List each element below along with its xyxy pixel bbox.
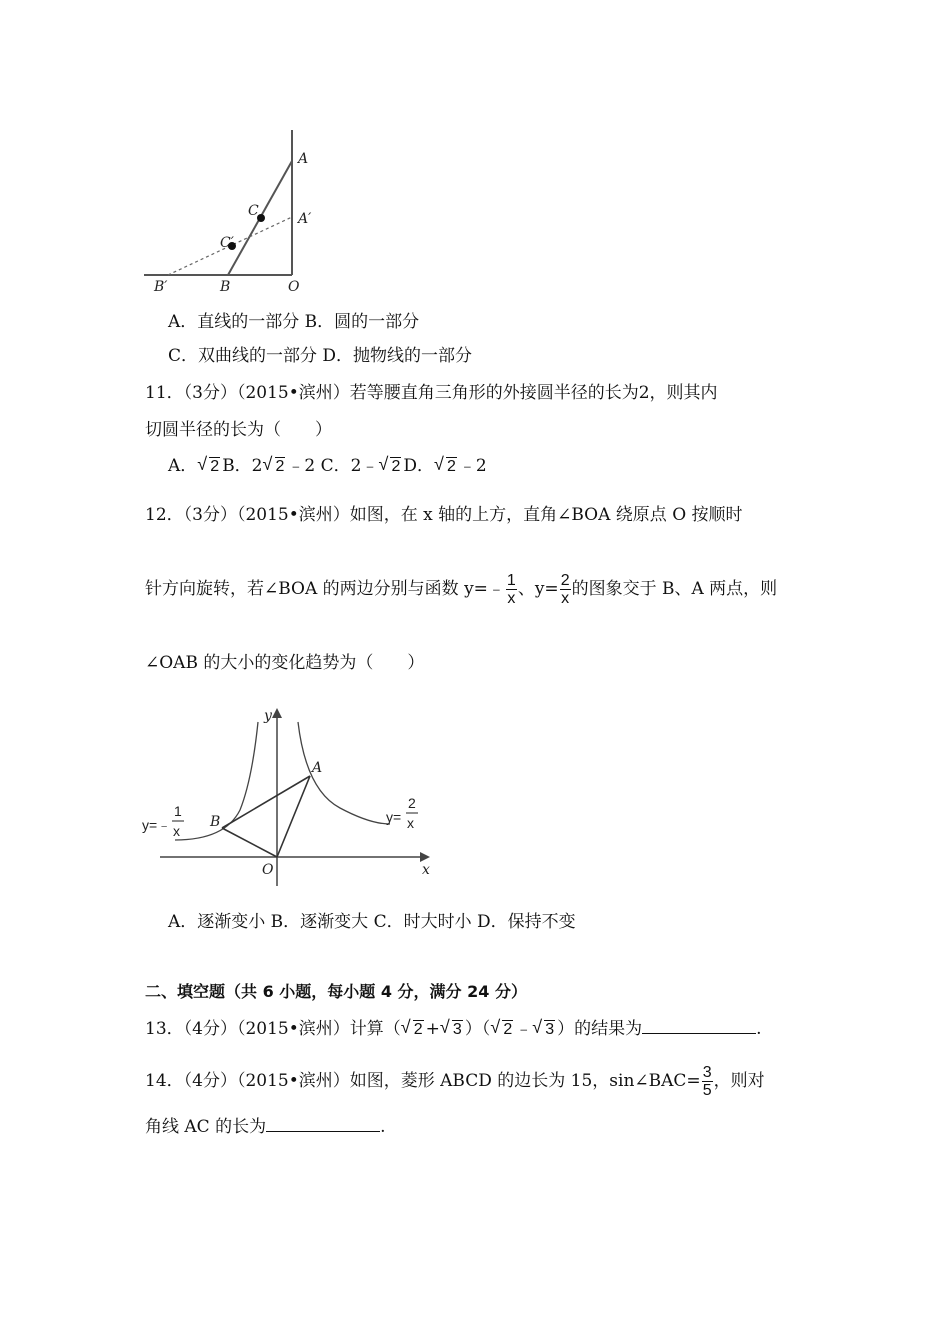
svg-text:2: 2 <box>408 795 416 811</box>
section-heading: 二、填空题（共 6 小题，每小题 4 分，满分 24 分） <box>145 982 527 1001</box>
sqrt-3: √ 3 <box>440 1018 463 1042</box>
q11-line2: 切圆半径的长为（ ） <box>145 420 332 440</box>
sqrt-3: √ 3 <box>532 1018 555 1042</box>
sqrt-2: √ 2 <box>263 455 286 479</box>
q13-line: 13．（4分）（2015•滨州）计算（√ 2 +√ 3 ）（√ 2 ﹣√ 3 ）的结果为 . <box>145 1016 762 1042</box>
sqrt-2: √ 2 <box>378 455 401 479</box>
svg-text:1: 1 <box>174 803 182 819</box>
x-axis-label: x <box>422 862 430 878</box>
left-function-label: y=﹣ <box>142 817 172 833</box>
sqrt-2: √ 2 <box>197 455 220 479</box>
label-A-prime: A′ <box>298 211 312 227</box>
sqrt-2: √ 2 <box>401 1018 424 1042</box>
q12-options: A．逐渐变小 B．逐渐变大 C．时大时小 D．保持不变 <box>168 912 576 932</box>
geometry-figure-ladder <box>140 125 330 300</box>
svg-text:x: x <box>173 823 180 839</box>
point-A-label: A <box>312 760 323 776</box>
label-C: C <box>248 203 259 219</box>
q11-options: A．√ 2 B．2√ 2 ﹣2 C．2﹣√ 2 D．√ 2 ﹣2 <box>168 454 487 479</box>
q10-options-cd: C．双曲线的一部分 D．抛物线的一部分 <box>168 346 473 366</box>
label-C-prime: C′ <box>220 235 234 251</box>
q12-line1: 12．（3分）（2015•滨州）如图，在 x 轴的上方，直角∠BOA 绕原点 O 按顺时 <box>145 505 743 525</box>
function-graph-figure <box>140 700 440 890</box>
sqrt-2: √ 2 <box>434 455 457 479</box>
label-B: B <box>220 279 231 295</box>
q10-options-ab: A．直线的一部分 B．圆的一部分 <box>168 312 420 332</box>
answer-blank[interactable] <box>642 1016 756 1034</box>
q14-line2: 角线 AC 的长为 . <box>145 1114 386 1139</box>
q14-line1: 14．（4分）（2015•滨州）如图，菱形 ABCD 的边长为 15，sin∠BAC= $\frac{3}{5}$ ，则对 <box>145 1064 765 1099</box>
q12-line2: 针方向旋转，若∠BOA 的两边分别与函数 y=﹣ $\frac{1}{x}$ 、y= $\frac{2}{x}$ 的图象交于 B、A 两点，则 <box>145 572 778 607</box>
answer-blank[interactable] <box>266 1114 380 1132</box>
point-B-label: B <box>210 814 221 830</box>
sqrt-2: √ 2 <box>490 1018 513 1042</box>
origin-O-label: O <box>262 862 274 878</box>
right-function-label: y= <box>386 809 402 825</box>
q12-line3: ∠OAB 的大小的变化趋势为（ ） <box>145 653 425 673</box>
label-B-prime: B′ <box>154 279 168 295</box>
fraction-1-over-x: $\frac{1}{x}$ <box>506 572 516 607</box>
q11-line1: 11．（3分）（2015•滨州）若等腰直角三角形的外接圆半径的长为2，则其内 <box>145 383 718 403</box>
y-axis-label: y <box>264 708 272 724</box>
svg-text:x: x <box>407 815 414 831</box>
label-O: O <box>288 279 300 295</box>
label-A: A <box>298 151 309 167</box>
fraction-3-over-5: $\frac{3}{5}$ <box>702 1064 712 1099</box>
fraction-2-over-x: $\frac{2}{x}$ <box>560 572 570 607</box>
